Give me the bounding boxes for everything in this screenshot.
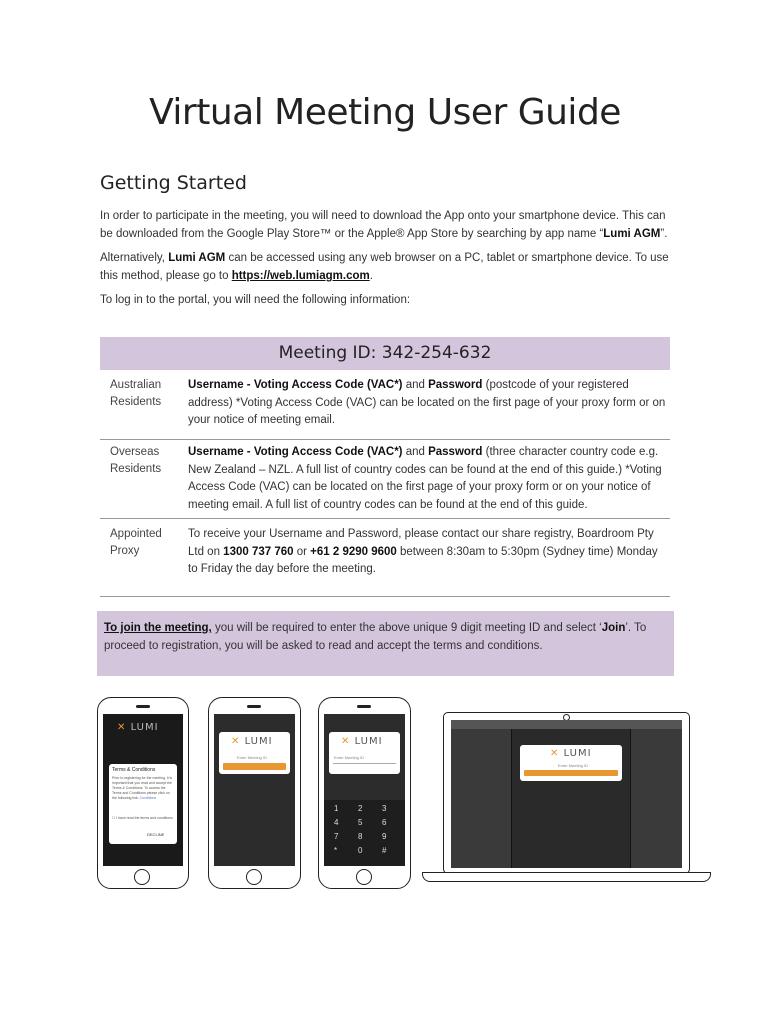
laptop-base — [422, 872, 711, 882]
decline-button[interactable]: DECLINE — [147, 832, 165, 837]
key[interactable]: 9 — [382, 832, 387, 841]
login-paragraph: To log in to the portal, you will need the following information: — [100, 294, 411, 306]
meeting-id-input[interactable]: Enter Meeting ID — [558, 763, 589, 768]
section-heading: Getting Started — [100, 172, 247, 194]
join-text-a: you will be required to enter the above unique 9 digit meeting ID and select ‘ — [211, 622, 602, 634]
key[interactable]: 4 — [334, 818, 339, 827]
lumi-logo: ✕ LUMI — [231, 736, 273, 747]
browser-toolbar — [451, 720, 682, 729]
app-name: Lumi AGM — [168, 252, 226, 264]
terms-checkbox[interactable]: ☐ I have read the terms and conditions — [112, 816, 173, 820]
join-text-b: ’. To proceed to registration, you will be asked to read and accept the terms and conditions. — [104, 622, 647, 652]
alt-text-2: can be accessed using any web browser on a PC, tablet or smartphone device. To use this method, please go to — [100, 252, 669, 282]
checkbox-label: I have read the terms and conditions — [116, 816, 173, 820]
input-underline — [333, 763, 396, 764]
alternative-paragraph — [100, 249, 670, 285]
proxy-text: To receive your Username and Password, please contact our share registry, Boardroom Pty Ltd on — [188, 528, 654, 558]
username-label: Username - Voting Access Code (VAC*) — [188, 379, 403, 391]
alt-text-end: . — [369, 270, 373, 282]
key[interactable]: 5 — [358, 818, 363, 827]
logo-text: LUMI — [354, 736, 383, 747]
row-detail: (postcode of your registered address) *Voting Access Code (VAC) can be located on the first page of your proxy form or on your notice of meeting email. — [188, 379, 666, 426]
lumi-logo: ✕ LUMI — [341, 736, 383, 747]
logo-text: LUMI — [130, 722, 159, 733]
phone-screen — [214, 714, 295, 866]
join-text — [104, 619, 664, 655]
phone-number-intl: +61 2 9290 9600 — [310, 545, 397, 558]
lumi-logo: ✕ LUMI — [550, 748, 592, 759]
logo-text: LUMI — [563, 748, 592, 759]
key[interactable]: 6 — [382, 818, 387, 827]
key[interactable]: * — [334, 846, 338, 855]
proxy-hours: between 8:30am to 5:30pm (Sydney time) Monday to Friday the day before the meeting. — [188, 545, 658, 575]
speaker — [136, 705, 150, 708]
alt-text: Alternatively, — [100, 252, 169, 264]
or-text: or — [293, 545, 311, 558]
join-button[interactable] — [524, 770, 618, 776]
row-description — [188, 526, 670, 579]
home-button — [246, 869, 262, 885]
speaker — [357, 705, 371, 708]
home-button — [356, 869, 372, 885]
key[interactable]: 3 — [382, 804, 387, 813]
phone-screen — [103, 714, 183, 866]
intro-text-end: ”. — [660, 228, 668, 240]
app-name: Lumi AGM — [603, 228, 661, 240]
key[interactable]: 2 — [358, 804, 363, 813]
join-instructions — [97, 611, 674, 676]
row-label: Appointed Proxy — [110, 528, 162, 557]
password-label: Password — [428, 379, 483, 391]
page-title: Virtual Meeting User Guide — [149, 92, 621, 133]
meeting-id-input[interactable]: Enter Meeting ID — [237, 755, 268, 760]
join-heading: To join the meeting, — [104, 622, 212, 634]
and-text: and — [402, 446, 429, 458]
join-word: Join — [601, 622, 626, 634]
and-text: and — [402, 379, 429, 391]
meeting-id-input[interactable]: Enter Meeting ID — [334, 755, 365, 760]
key[interactable]: 8 — [358, 832, 363, 841]
terms-link[interactable]: Conditions — [139, 796, 157, 800]
login-row-overseas — [100, 440, 670, 518]
row-description — [188, 377, 670, 430]
browser-content — [511, 729, 631, 868]
row-divider — [100, 596, 670, 597]
phone-meeting-id-illustration — [208, 697, 301, 889]
key[interactable]: 7 — [334, 832, 339, 841]
terms-heading: Terms & Conditions — [112, 767, 156, 773]
login-row-australian — [100, 373, 670, 437]
login-card — [219, 732, 290, 774]
speaker — [247, 705, 261, 708]
intro-text: In order to participate in the meeting, you will need to download the App onto your smartphone device. This can be downloaded from the Google Play Store™ or the Apple® App Store by searching by app name “ — [100, 210, 666, 240]
home-button — [134, 869, 150, 885]
terms-body-text: Prior to registering for the meeting, it is important that you read and accept the Terms & Conditions. To access the Terms and Conditions please click on the following link: — [112, 776, 173, 800]
login-row-proxy — [100, 522, 670, 592]
row-label: Australian Residents — [110, 379, 162, 408]
row-divider — [100, 518, 670, 519]
phone-keypad-illustration — [318, 697, 411, 889]
logo-text: LUMI — [244, 736, 273, 747]
web-link[interactable]: https://web.lumiagm.com — [231, 270, 370, 282]
key[interactable]: # — [382, 846, 387, 855]
phone-terms-illustration — [97, 697, 189, 889]
password-label: Password — [428, 446, 483, 458]
row-label: Overseas Residents — [110, 446, 162, 475]
intro-paragraph — [100, 207, 670, 243]
row-detail: (three character country code e.g. New Zealand – NZL. A full list of country codes can be found at the end of this guide.) *Voting Access Code (VAC) can be located on the first page of your proxy form or on your notice of meeting email. A full list of country codes can be found at the end of this guide. — [188, 446, 662, 511]
row-description — [188, 444, 670, 514]
phone-screen — [324, 714, 405, 866]
laptop-screen — [451, 720, 682, 868]
lumi-logo: ✕ LUMI — [117, 722, 159, 733]
phone-number: 1300 737 760 — [223, 545, 294, 558]
join-button[interactable] — [223, 763, 286, 770]
numeric-keypad — [324, 800, 405, 866]
key[interactable]: 0 — [358, 846, 363, 855]
meeting-id-banner: Meeting ID: 342-254-632 — [100, 337, 670, 370]
login-card — [329, 732, 400, 774]
key[interactable]: 1 — [334, 804, 339, 813]
username-label: Username - Voting Access Code (VAC*) — [188, 446, 403, 458]
login-card — [520, 745, 622, 781]
terms-body — [112, 776, 174, 801]
terms-dialog — [109, 764, 177, 844]
